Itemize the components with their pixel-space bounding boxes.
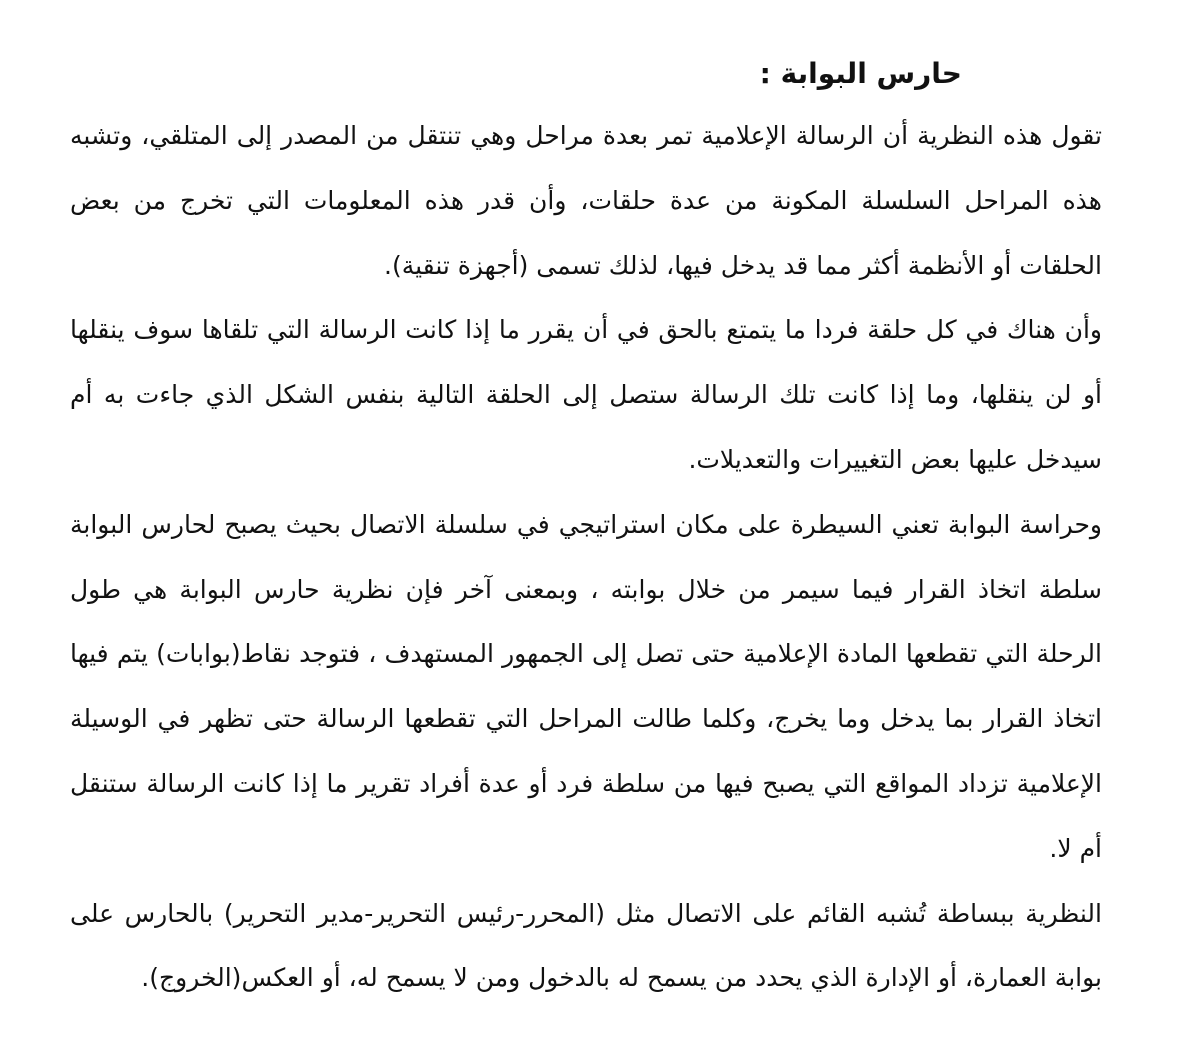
paragraph-individual-decision: وأن هناك في كل حلقة فردا ما يتمتع بالحق في أن يقرر ما إذا كانت الرسالة التي تلقاها سوف ينقلها أو لن ينقلها، وما إذا كانت تلك الرسالة ستصل إلى الحلقة التالية بنفس الشكل الذي جاءت به أم سيدخل عليها بعض التغييرات والتعديلات.	[70, 315, 1102, 474]
document-body	[70, 52, 1102, 1011]
paragraph-strategic-control: وحراسة البوابة تعني السيطرة على مكان استراتيجي في سلسلة الاتصال بحيث يصبح لحارس البوابة سلطة اتخاذ القرار فيما سيمر من خلال بوابته ، وبمعنى آخر فإن نظرية حارس البوابة هي طول الرحلة التي تقطعها المادة الإعلامية حتى تصل إلى الجمهور المستهدف ، فتوجد نقاط(بوابات) يتم فيها اتخاذ القرار بما يدخل وما يخرج، وكلما طالت المراحل التي تقطعها الرسالة حتى تظهر في الوسيلة الإعلامية تزداد المواقع التي يصبح فيها من سلطة فرد أو عدة أفراد تقرير ما إذا كانت الرسالة ستنقل أم لا.	[70, 509, 1102, 863]
paragraph-gatekeeper-definition: تقول هذه النظرية أن الرسالة الإعلامية تمر بعدة مراحل وهي تنتقل من المصدر إلى المتلقي، وتشبه هذه المراحل السلسلة المكونة من عدة حلقات، وأن قدر هذه المعلومات التي تخرج من بعض الحلقات أو الأنظمة أكثر مما قد يدخل فيها، لذلك تسمى (أجهزة تنقية).	[70, 121, 1102, 280]
paragraph-simple-analogy: النظرية ببساطة تُشبه القائم على الاتصال مثل (المحرر-رئيس التحرير-مدير التحرير) بالحارس على بوابة العمارة، أو الإدارة الذي يحدد من يسمح له بالدخول ومن لا يسمح له، أو العكس(الخروج).	[70, 898, 1102, 993]
section-title: حارس البوابة :	[759, 57, 962, 90]
